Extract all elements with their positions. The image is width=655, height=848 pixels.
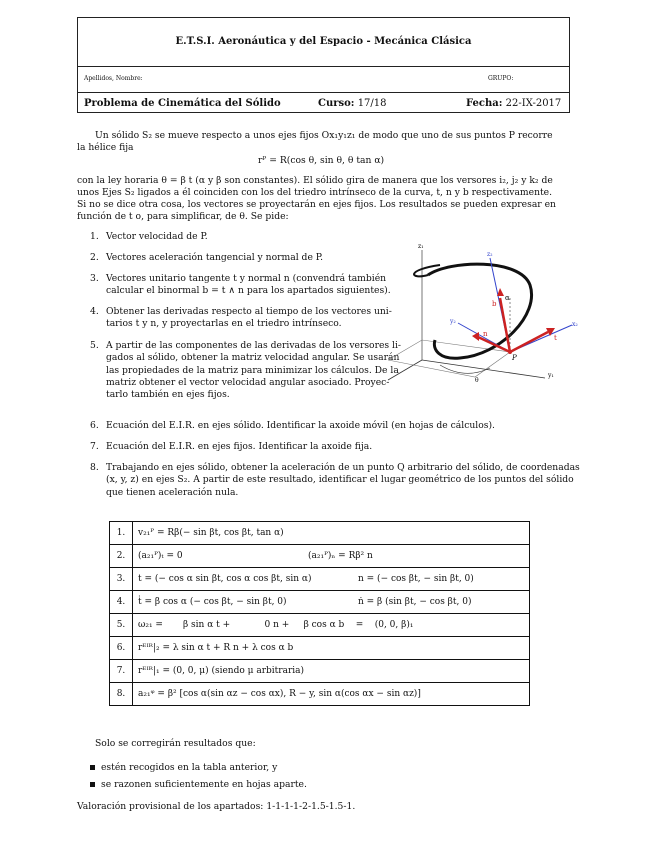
label-n: n — [483, 330, 488, 338]
label-p: P — [512, 354, 517, 362]
helix-curve — [428, 264, 532, 358]
header-divider-2 — [78, 92, 569, 93]
label-z2: z₂ — [487, 251, 493, 258]
helix-figure — [380, 240, 580, 390]
table-row: 4. ṫ = β cos α (− cos βt, − sin βt, 0) ṅ = β (sin βt, − cos βt, 0) — [110, 591, 530, 614]
footer-intro: Solo se corregirán resultados que: — [95, 738, 256, 749]
label-theta: θ — [475, 377, 479, 384]
footer-bullet-1: estén recogidos en la tabla anterior, y — [90, 762, 277, 773]
t-vector — [510, 332, 548, 352]
helix-formula: rᴾ = R(cos θ, sin θ, θ tan α) — [258, 155, 385, 166]
intro-p3: Si no se dice otra cosa, los vectores se proyectarán en ejes fijos. Los resultados se pueden expresar en — [77, 199, 556, 210]
item-5: 5. A partir de las componentes de las derivadas de los versores li- gados al sólido, obtener la matriz velocidad angular. Se usarán las propiedades de la matriz para minimizar los cálculos. De la matriz obtener el vector velocidad angular asociado. Proyec- tarlo también en ejes fijos. — [90, 340, 402, 401]
intro-p1: con la ley horaria θ = β t (α y β son constantes). El sólido gira de manera que los versores i₂, j₂ y k₂ de — [77, 175, 553, 186]
item-1: 1. Vector velocidad de P. — [90, 231, 208, 242]
label-y2: y₂ — [450, 318, 456, 325]
header-title: E.T.S.I. Aeronáutica y del Espacio - Mecánica Clásica — [175, 36, 472, 47]
results-table — [109, 521, 530, 706]
intro-line-2: la hélice fija — [77, 142, 134, 153]
item-7: 7. Ecuación del E.I.R. en ejes fijos. Identificar la axoide fija. — [90, 441, 373, 452]
x1-axis — [388, 360, 422, 380]
table-row: 5. ω₂₁ = β sin α t + 0 n + β cos α b = (0, 0, β)₁ — [110, 614, 530, 637]
header-box — [77, 17, 570, 113]
table-row: 8. a₂₁ᵠ = β² [cos α(sin αz − cos αx), R − y, sin α(cos αx − sin αz)] — [110, 683, 530, 706]
n-arrowhead — [472, 332, 479, 341]
grading-line: Valoración provisional de los apartados: 1-1-1-1-2-1.5-1.5-1. — [77, 801, 356, 812]
date: Fecha: 22-IX-2017 — [466, 98, 562, 109]
table-row: 1. v₂₁ᴾ = Rβ(− sin βt, cos βt, tan α) — [110, 522, 530, 545]
intro-p4: función de t o, para simplificar, de θ. Se pide: — [77, 211, 289, 222]
group-label: GRUPO: — [488, 75, 514, 82]
item-3: 3. Vectores unitario tangente t y normal n (convendrá también calcular el binormal b = t ∧ n para los apartados siguientes). — [90, 273, 391, 297]
label-t: t — [554, 334, 557, 342]
label-y1: y₁ — [548, 372, 554, 379]
label-b: b — [492, 300, 497, 308]
item-8: 8. Trabajando en ejes sólido, obtener la aceleración de un punto Q arbitrario del sólido, de coordenadas (x, y, z) en ejes S₂. A partir de este resultado, identificar el lugar geométrico de los puntos del sólido que tienen aceleración nula. — [90, 462, 580, 498]
label-x2: x₂ — [572, 321, 578, 328]
footer-bullet-2: se razonen suficientemente en hojas aparte. — [90, 779, 307, 790]
item-6: 6. Ecuación del E.I.R. en ejes sólido. Identificar la axoide móvil (en hojas de cálculos). — [90, 420, 495, 431]
intro-line-1: Un sólido S₂ se mueve respecto a unos ejes fijos Ox₁y₁z₁ de modo que uno de sus puntos P recorre — [95, 130, 553, 141]
table-row: 7. rᴱᴵᴿ|₁ = (0, 0, μ) (siendo μ arbitraria) — [110, 660, 530, 683]
intro-p2: unos Ejes S₂ ligados a él coinciden con los del triedro intrínseco de la curva, t, n y b respectivamente. — [77, 187, 553, 198]
item-4: 4. Obtener las derivadas respecto al tiempo de los vectores uni- tarios t y n, y proyectarlas en el triedro intrínseco. — [90, 306, 392, 330]
label-alpha: α — [505, 294, 510, 302]
problem-title: Problema de Cinemática del Sólido — [84, 98, 281, 109]
y1-axis — [422, 360, 545, 378]
table-row: 6. rᴱᴵᴿ|₂ = λ sin α t + R n + λ cos α b — [110, 637, 530, 660]
b-arrowhead — [497, 288, 504, 296]
label-z1: z₁ — [418, 243, 424, 250]
table-row: 3. t = (− cos α sin βt, cos α cos βt, sin α) n = (− cos βt, − sin βt, 0) — [110, 568, 530, 591]
item-2: 2. Vectores aceleración tangencial y normal de P. — [90, 252, 324, 263]
table-row: 2. (a₂₁ᴾ)ₜ = 0 (a₂₁ᴾ)ₙ = Rβ² n — [110, 545, 530, 568]
name-label: Apellidos, Nombre: — [84, 75, 143, 82]
course: Curso: 17/18 — [318, 98, 387, 109]
